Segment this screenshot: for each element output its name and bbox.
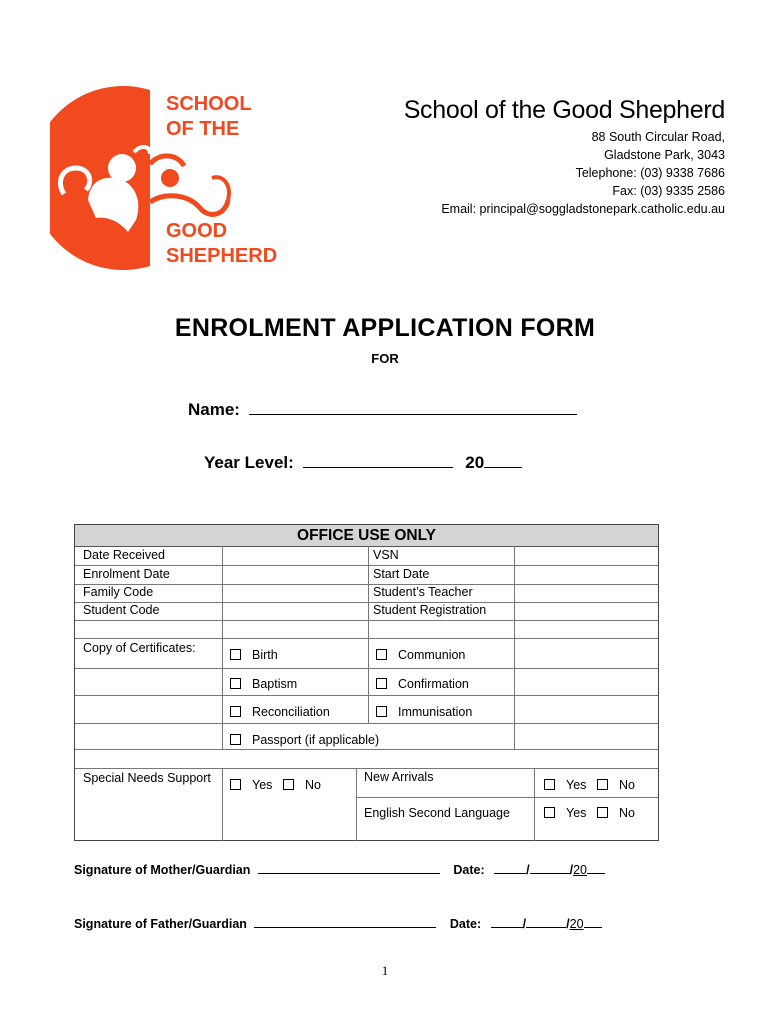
mother-signature-row[interactable]: Signature of Mother/Guardian Date: / /20 (74, 860, 605, 877)
mother-date-year: 20 (573, 863, 587, 877)
checkbox-icon[interactable] (597, 779, 608, 790)
father-date-year: 20 (569, 917, 584, 931)
checkbox-icon[interactable] (230, 779, 241, 790)
new-arrivals-no[interactable]: No (597, 778, 635, 792)
certificate-birth[interactable]: Birth (230, 648, 278, 662)
office-use-table (74, 524, 659, 841)
esl-no[interactable]: No (597, 806, 635, 820)
label-student-registration: Student Registration (373, 603, 487, 617)
checkbox-icon[interactable] (376, 678, 387, 689)
year-prefix: 20 (465, 453, 485, 472)
label-start-date: Start Date (373, 567, 430, 581)
shepherd-logo-icon (50, 82, 295, 274)
school-logo (50, 82, 295, 274)
father-date-label: Date: (449, 917, 482, 931)
father-date-year-blank[interactable] (584, 914, 602, 928)
office-use-heading: OFFICE USE ONLY (75, 525, 658, 547)
year-level-label: Year Level: (204, 453, 294, 472)
school-name: School of the Good Shepherd (403, 96, 725, 124)
mother-signature-label: Signature of Mother/Guardian (74, 863, 251, 877)
father-signature-label: Signature of Father/Guardian (74, 917, 247, 931)
checkbox-icon[interactable] (230, 706, 241, 717)
checkbox-icon[interactable] (544, 779, 555, 790)
certificates-label: Copy of Certificates: (83, 641, 196, 655)
special-needs-label: Special Needs Support (83, 771, 211, 785)
special-needs-yes[interactable]: Yes (230, 778, 272, 792)
esl-yes[interactable]: Yes (544, 806, 586, 820)
father-signature-row[interactable]: Signature of Father/Guardian Date: / /20 (74, 914, 602, 931)
checkbox-icon[interactable] (230, 649, 241, 660)
mother-date-year-blank[interactable] (587, 860, 605, 874)
checkbox-icon[interactable] (376, 649, 387, 660)
new-arrivals-yes[interactable]: Yes (544, 778, 586, 792)
mother-date-label: Date: (453, 863, 485, 877)
form-title: ENROLMENT APPLICATION FORM (174, 314, 596, 342)
name-blank[interactable] (249, 397, 577, 415)
name-label: Name: (188, 400, 240, 419)
certificate-baptism[interactable]: Baptism (230, 677, 297, 691)
father-signature-blank[interactable] (254, 914, 436, 928)
address-line-2: Gladstone Park, 3043 (604, 148, 725, 162)
address-line-1: 88 South Circular Road, (591, 130, 725, 144)
telephone: Telephone: (03) 9338 7686 (575, 166, 725, 180)
form-subtitle: FOR (371, 351, 399, 366)
label-family-code: Family Code (83, 585, 154, 599)
label-date-received: Date Received (83, 548, 165, 562)
checkbox-icon[interactable] (230, 678, 241, 689)
logo-line-3: GOOD (166, 220, 228, 242)
checkbox-icon[interactable] (544, 807, 555, 818)
logo-line-4: SHEPHERD (166, 245, 278, 267)
special-needs-no[interactable]: No (283, 778, 321, 792)
label-vsn: VSN (373, 548, 399, 562)
mother-signature-blank[interactable] (258, 860, 440, 874)
year-level-field[interactable] (204, 450, 522, 473)
page-number: 1 (381, 963, 389, 978)
label-student-code: Student Code (83, 603, 160, 617)
logo-line-2: OF THE (166, 118, 240, 140)
year-level-blank[interactable] (303, 450, 453, 468)
checkbox-icon[interactable] (230, 734, 241, 745)
new-arrivals-label: New Arrivals (364, 770, 434, 784)
logo-line-1: SCHOOL (166, 93, 252, 115)
checkbox-icon[interactable] (597, 807, 608, 818)
certificate-confirmation[interactable]: Confirmation (376, 677, 469, 691)
mother-date-month[interactable] (530, 860, 570, 874)
mother-date-day[interactable] (494, 860, 526, 874)
certificate-passport[interactable]: Passport (if applicable) (230, 733, 379, 747)
checkbox-icon[interactable] (376, 706, 387, 717)
checkbox-icon[interactable] (283, 779, 294, 790)
label-enrolment-date: Enrolment Date (83, 567, 170, 581)
certificate-reconciliation[interactable]: Reconciliation (230, 705, 330, 719)
esl-label: English Second Language (364, 806, 510, 820)
name-field[interactable] (188, 397, 577, 420)
father-date-month[interactable] (526, 914, 566, 928)
certificate-communion[interactable]: Communion (376, 648, 465, 662)
email: Email: principal@soggladstonepark.catholic.edu.au (441, 202, 725, 216)
certificate-immunisation[interactable]: Immunisation (376, 705, 472, 719)
year-suffix-blank[interactable] (484, 450, 522, 468)
fax: Fax: (03) 9335 2586 (612, 184, 725, 198)
label-students-teacher: Student’s Teacher (373, 585, 473, 599)
father-date-day[interactable] (491, 914, 523, 928)
